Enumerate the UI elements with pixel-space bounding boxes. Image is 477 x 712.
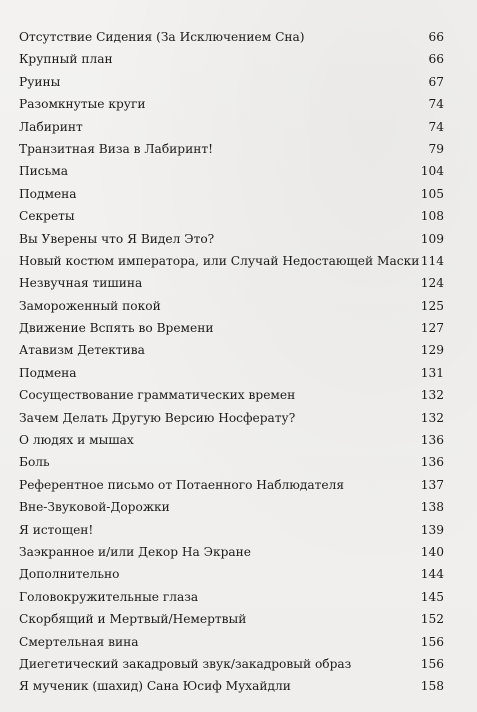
toc-entry-page-number: 74	[428, 119, 444, 134]
toc-entry-page-number: 104	[420, 164, 444, 179]
toc-entry	[0, 384, 477, 406]
toc-entry-title: Я истощен!	[19, 522, 94, 537]
toc-entry	[0, 339, 477, 361]
toc-entry-title: Незвучная тишина	[19, 276, 143, 291]
toc-entry-page-number: 152	[420, 612, 444, 627]
toc-entry-page-number: 66	[428, 30, 444, 44]
toc-entry-page-number: 129	[420, 343, 444, 358]
toc-entry-page-number: 145	[420, 589, 444, 604]
toc-entry	[0, 160, 477, 182]
toc-entry	[0, 93, 477, 115]
toc-entry-page-number: 124	[420, 276, 444, 291]
toc-entry	[0, 205, 477, 227]
toc-entry	[0, 228, 477, 250]
toc-entry-title: Секреты	[19, 209, 75, 224]
toc-entry-title: Крупный план	[19, 52, 113, 67]
toc-entry	[0, 541, 477, 563]
toc-entry-page-number: 67	[428, 74, 444, 89]
toc-entry-title: Диегетический закадровый звук/закадровый образ	[19, 656, 352, 671]
toc-entry-page-number: 79	[428, 141, 444, 156]
toc-entry-page-number: 114	[420, 253, 444, 268]
toc-entry	[0, 71, 477, 93]
toc-entry-title: Письма	[19, 164, 68, 179]
toc-entry-title: Движение Вспять во Времени	[19, 321, 214, 336]
toc-entry-title: Сосуществование грамматических времен	[19, 388, 296, 403]
toc-entry	[0, 362, 477, 384]
toc-entry-title: Подмена	[19, 186, 77, 201]
toc-entry	[0, 474, 477, 496]
toc-entry-title: Зачем Делать Другую Версию Носферату?	[19, 410, 296, 425]
toc-entry	[0, 608, 477, 630]
toc-entry-title: Новый костюм императора, или Случай Недостающей Маски	[19, 253, 420, 268]
toc-entry	[0, 429, 477, 451]
toc-entry	[0, 653, 477, 675]
toc-entry	[0, 138, 477, 160]
toc-entry	[0, 496, 477, 518]
toc-entry	[0, 295, 477, 317]
toc-entry-page-number: 105	[420, 186, 444, 201]
toc-entry	[0, 48, 477, 70]
toc-entry-title: О людях и мышах	[19, 433, 134, 448]
toc-entry-title: Лабиринт	[19, 119, 83, 134]
toc-entry-title: Я мученик (шахид) Сана Юсиф Мухайдли	[19, 679, 291, 694]
toc-entry	[0, 272, 477, 294]
toc-entry-page-number: 136	[420, 455, 444, 470]
toc-entry-title: Разомкнутые круги	[19, 97, 146, 112]
toc-entry-title: Скорбящий и Мертвый/Немертвый	[19, 612, 247, 627]
toc-entry-page-number: 66	[428, 52, 444, 67]
toc-entry-title: Боль	[19, 455, 50, 470]
toc-entry	[0, 407, 477, 429]
toc-entry-title: Атавизм Детектива	[19, 343, 145, 358]
toc-entry-title: Референтное письмо от Потаенного Наблюдателя	[19, 477, 345, 492]
toc-entry	[0, 563, 477, 585]
toc-entry-page-number: 144	[420, 567, 444, 582]
toc-entry-page-number: 137	[420, 477, 444, 492]
toc-entry-page-number: 132	[420, 410, 444, 425]
toc-entry-page-number: 108	[420, 209, 444, 224]
toc-entry-title: Транзитная Виза в Лабиринт!	[19, 141, 213, 156]
toc-entry	[0, 116, 477, 138]
toc-entry-page-number: 156	[420, 656, 444, 671]
toc-entry-page-number: 156	[420, 634, 444, 649]
toc-entry	[0, 675, 477, 697]
toc-entry-page-number: 158	[420, 679, 444, 694]
toc-entry-title: Смертельная вина	[19, 634, 139, 649]
toc-entry	[0, 26, 477, 48]
toc-entry-page-number: 132	[420, 388, 444, 403]
toc-entry	[0, 183, 477, 205]
toc-entry-title: Вы Уверены что Я Видел Это?	[19, 231, 215, 246]
toc-entry	[0, 631, 477, 653]
toc-entry	[0, 451, 477, 473]
toc-entry-title: Отсутствие Сидения (За Исключением Сна)	[19, 30, 305, 44]
toc-entry	[0, 250, 477, 272]
toc-entry-page-number: 138	[420, 500, 444, 515]
toc-entry-page-number: 136	[420, 433, 444, 448]
toc-entry-page-number: 127	[420, 321, 444, 336]
toc-entry-page-number: 131	[420, 365, 444, 380]
toc-entry-page-number: 139	[420, 522, 444, 537]
toc-entry-title: Дополнительно	[19, 567, 120, 582]
toc-entry	[0, 586, 477, 608]
toc-entry	[0, 317, 477, 339]
toc-entry-page-number: 140	[420, 544, 444, 559]
toc-entry	[0, 519, 477, 541]
toc-entry-title: Вне-Звуковой-Дорожки	[19, 500, 170, 515]
toc-entry-title: Заэкранное и/или Декор На Экране	[19, 544, 251, 559]
toc-entry-title: Головокружительные глаза	[19, 589, 199, 604]
toc-entry-title: Руины	[19, 74, 61, 89]
toc-entry-title: Замороженный покой	[19, 298, 161, 313]
toc-entry-title: Подмена	[19, 365, 77, 380]
table-of-contents	[0, 26, 477, 698]
toc-entry-page-number: 109	[420, 231, 444, 246]
toc-entry-page-number: 74	[428, 97, 444, 112]
toc-entry-page-number: 125	[420, 298, 444, 313]
